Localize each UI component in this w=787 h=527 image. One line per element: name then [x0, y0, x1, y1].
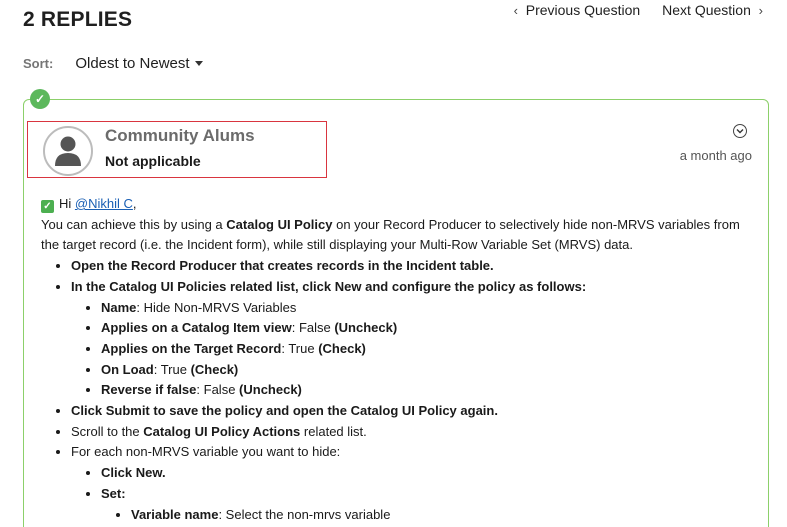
question-nav — [514, 2, 763, 18]
replies-count-title: 2 REPLIES — [23, 8, 133, 31]
sort-row — [23, 55, 203, 72]
avatar[interactable] — [43, 126, 93, 176]
chevron-down-icon — [736, 128, 744, 134]
accepted-solution-check-icon: ✓ — [30, 89, 50, 109]
sort-dropdown[interactable]: Oldest to Newest — [75, 55, 202, 72]
list-item: • Variable name: Select the non-mrvs variable — [131, 505, 761, 526]
user-mention-link[interactable]: @Nikhil C — [74, 196, 133, 211]
sort-label: Sort: — [23, 56, 54, 71]
list-item: • For each non-MRVS variable you want to hide: • Click New. • Set: • Variable name: Select the non-mrvs variable — [71, 442, 761, 525]
list-item: • Applies on the Target Record: True (Check) — [101, 339, 761, 360]
list-item: • Click Submit to save the policy and open the Catalog UI Policy again. — [71, 401, 761, 422]
list-item: • Set: • Variable name: Select the non-mrvs variable — [101, 484, 761, 525]
post-timestamp: a month ago — [679, 148, 752, 163]
list-item: • In the Catalog UI Policies related list, click New and configure the policy as follows: • Name: Hide Non-MRVS Variables • Applies on a Catalog Item view: False (Uncheck) • Applies on the Target Record: True (Check) • On Load: True (Check) • Reverse if false: False (Uncheck) — [71, 277, 761, 401]
check-mark-icon: ✓ — [41, 200, 54, 213]
list-item: • On Load: True (Check) — [101, 360, 761, 381]
list-item: • Scroll to the Catalog UI Policy Actions related list. — [71, 422, 761, 443]
author-info — [27, 121, 327, 178]
next-question-link[interactable]: Next Question › — [662, 2, 763, 18]
policy-config-list — [101, 298, 761, 402]
chevron-right-icon: › — [758, 3, 763, 18]
steps-list — [71, 256, 761, 525]
previous-question-link[interactable]: ‹ Previous Question — [513, 2, 641, 18]
author-rank: Not applicable — [105, 153, 201, 169]
list-item: • Applies on a Catalog Item view: False (Uncheck) — [101, 318, 761, 339]
options-menu-button[interactable] — [733, 124, 747, 138]
author-name[interactable]: Community Alums — [105, 126, 255, 145]
list-item: • Open the Record Producer that creates records in the Incident table. — [71, 256, 761, 277]
user-silhouette-icon — [45, 128, 91, 174]
set-fields-list — [131, 505, 761, 526]
intro-paragraph: You can achieve this by using a Catalog UI Policy on your Record Producer to selectively hide non-MRVS variables from the target record (i.e. the Incident form), while still displaying your Multi-Row Variable Set (MRVS) data. — [41, 216, 740, 253]
caret-down-icon — [195, 61, 203, 66]
greeting-line: ✓ Hi @Nikhil C, — [41, 194, 761, 215]
list-item: • Name: Hide Non-MRVS Variables — [101, 298, 761, 319]
reply-body — [41, 194, 761, 525]
list-item: • Click New. — [101, 463, 761, 484]
list-item: • Reverse if false: False (Uncheck) — [101, 380, 761, 401]
chevron-left-icon: ‹ — [513, 3, 518, 18]
sub-steps-list — [101, 463, 761, 525]
